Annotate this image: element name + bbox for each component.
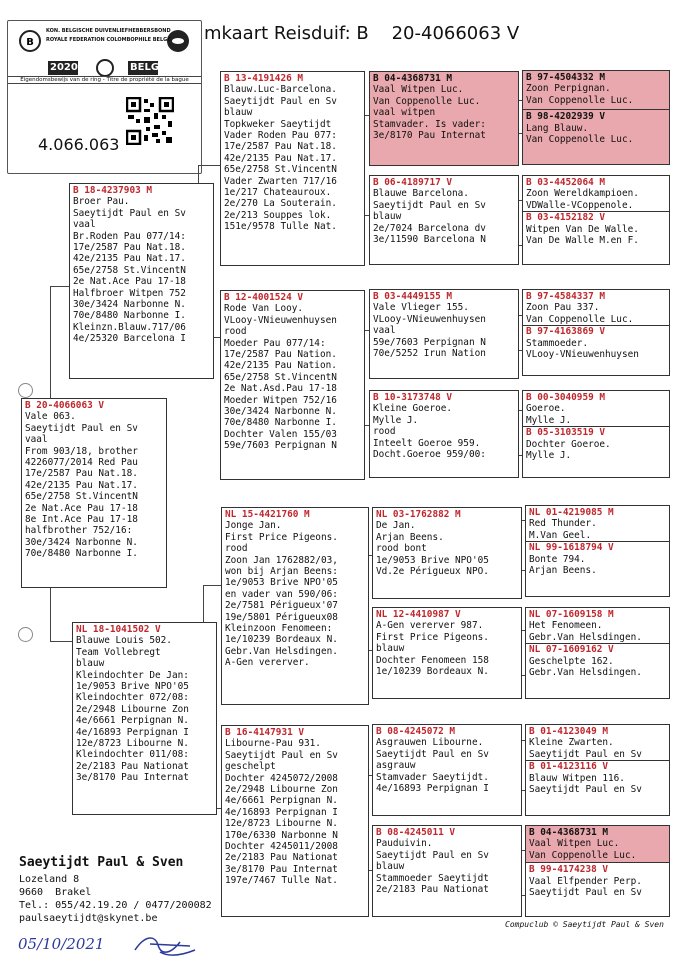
pedigree-box-gen4-pair-2 (522, 175, 670, 265)
pedigree-line: 2e/2183 Pau Nationat (225, 852, 338, 864)
pedigree-box-gen3-6 (372, 607, 522, 699)
pedigree-line: Blauwe Barcelona. (373, 188, 469, 200)
pedigree-line: Topkweker Saeytijdt (224, 118, 332, 130)
pedigree-line: Dochter 4245011/2008 (225, 841, 338, 853)
pedigree-line: VLooy-VNieuwenhuysen (373, 313, 486, 325)
pedigree-line: Goeroe. (526, 403, 566, 415)
pedigree-line: 65e/2758 St.VincentN (224, 164, 337, 176)
pedigree-line: Van Coppenolle Luc. (373, 95, 481, 107)
pedigree-line: Van Coppenolle Luc. (526, 313, 634, 325)
ring-number: B 01-4123049 M (529, 726, 609, 737)
connector-line (50, 641, 73, 642)
pedigree-line: Saeytijdt Paul en Sv (73, 207, 186, 219)
pedigree-line: 42e/2135 Pau Nation. (224, 360, 337, 372)
pedigree-line: rood (224, 326, 247, 338)
box-lines (224, 84, 361, 232)
box-lines (526, 123, 666, 146)
pedigree-line: 2e/2183 Pau Nationat (376, 884, 489, 896)
connector-line (50, 286, 70, 287)
box-lines (376, 737, 518, 794)
ring-number: B 97-4163869 V (526, 326, 606, 338)
pedigree-line: Pauduivin. (376, 838, 433, 850)
pedigree-line: vaal (73, 219, 96, 231)
ring-number: B 04-4368731 M (373, 73, 453, 84)
pedigree-line: 4e/16893 Perpignan I (376, 783, 489, 795)
ring-number: B 18-4237903 M (73, 185, 153, 196)
pedigree-line: 2e Nat.Ace Pau 17-18 (25, 502, 138, 514)
pedigree-line: 3e/8170 Pau Internat (373, 130, 486, 142)
pedigree-line: Van Coppenolle Luc. (529, 849, 637, 861)
connector-line (203, 585, 222, 586)
owner-city: 9660 Brakel (19, 887, 92, 898)
box-lines (526, 338, 666, 361)
pedigree-line: 4e/6661 Perpignan N. (225, 795, 338, 807)
pedigree-line: 65e/2758 St.VincentN (224, 371, 337, 383)
connector-line (50, 286, 51, 400)
ring-number: B 03-4452064 M (526, 177, 606, 188)
pedigree-line: Saeytijdt Paul en Sv (376, 748, 489, 760)
pedigree-line: Libourne-Pau 931. (225, 738, 321, 750)
punch-hole (18, 627, 33, 642)
pedigree-line: asgrauw (376, 760, 416, 772)
pedigree-line: rood (225, 543, 248, 555)
pedigree-line: 197e/7467 Tulle Nat. (225, 875, 338, 887)
pedigree-box-gen4-pair-3 (522, 289, 670, 376)
pedigree-box-gen3-3 (369, 289, 519, 379)
ring-number: NL 07-1609158 M (529, 609, 614, 620)
ring-number: B 00-3040959 M (526, 392, 606, 403)
ring-number: B 04-4368731 M (529, 827, 609, 838)
pedigree-line: First Price Pigeons. (225, 531, 338, 543)
pedigree-line: 4e/25320 Barcelona I (73, 333, 186, 345)
pedigree-line: halfbrother 752/16: (25, 525, 133, 537)
pedigree-line: Zoon Wereldkampioen. (526, 188, 639, 200)
pedigree-line: Br.Roden Pau 077/14: (73, 230, 186, 242)
pedigree-line: 70e/5252 Irun Nation (373, 348, 486, 360)
pedigree-line: Blauwe Louis 502. (76, 635, 172, 647)
pedigree-line: Jonge Jan. (225, 520, 282, 532)
ring-number: B 16-4147931 V (225, 727, 305, 738)
pedigree-line: Vale 063. (25, 411, 76, 423)
pedigree-line: 19e/5801 Périgueux08 (225, 611, 338, 623)
ring-number: NL 12-4410987 V (376, 609, 461, 620)
pedigree-box-gen4-pair-6 (525, 607, 670, 699)
pedigree-line: blauw (76, 658, 105, 670)
pedigree-line: Zoon Pau 337. (526, 302, 600, 314)
ring-number: B 13-4191426 M (224, 73, 304, 84)
pedigree-line: Team Vollebregt (76, 646, 161, 658)
pedigree-box-gen3-5 (372, 507, 522, 599)
pedigree-line: 1e/10239 Bordeaux N. (376, 666, 489, 678)
pedigree-box-sire-sire (220, 71, 365, 266)
pedigree-line: 59e/7603 Perpignan N (224, 440, 337, 452)
ring-number: B 10-3173748 V (373, 392, 453, 403)
pedigree-line: Kleine Goeroe. (373, 403, 453, 415)
pedigree-line: 1e/10239 Bordeaux N. (225, 634, 338, 646)
pedigree-line: 2e/2948 Libourne Zon (76, 703, 189, 715)
page-title: mkaart Reisduif: B 20-4066063 V (204, 23, 520, 44)
ring-number: NL 01-4219085 M (529, 507, 614, 518)
pedigree-line: Van Coppenolle Luc. (526, 94, 634, 106)
pedigree-line: Asgrauwen Libourne. (376, 737, 484, 749)
box-lines (373, 188, 515, 245)
ring-number: B 03-4449155 M (373, 291, 453, 302)
box-lines (376, 620, 518, 677)
pedigree-box-dam-sire (221, 507, 369, 705)
box-lines (529, 773, 666, 796)
pedigree-box-gen4-pair-7 (525, 724, 670, 816)
pedigree-line: Van Coppenolle Luc. (526, 134, 634, 146)
svg-text:B: B (26, 37, 34, 48)
pedigree-line: Halfbroer Witpen 752 (73, 287, 186, 299)
pedigree-line: A-Gen vererver 987. (376, 620, 484, 632)
ring-number: NL 07-1609162 V (529, 644, 614, 656)
ring-number: B 20-4066063 V (25, 400, 105, 411)
ring-number: 4.066.063 (38, 135, 120, 154)
connector-line (198, 165, 221, 166)
ring-number: B 05-3103519 V (526, 427, 606, 439)
pedigree-line: De Jan. (376, 520, 416, 532)
pedigree-line: Kleindochter 072/08: (76, 692, 189, 704)
signature (130, 930, 200, 960)
pedigree-line: Stamvader. Is vader: (373, 118, 486, 130)
ring-number: B 06-4189717 V (373, 177, 453, 188)
ring-number: B 08-4245011 V (376, 827, 456, 838)
box-lines (224, 303, 361, 451)
pedigree-line: vaal witpen (373, 107, 436, 119)
pedigree-box-mother (72, 622, 217, 815)
pedigree-line: 30e/3424 Narbonne N. (73, 299, 186, 311)
pedigree-line: 2e/2948 Libourne Zon (225, 784, 338, 796)
pedigree-line: 2e Nat.Asd.Pau 17-18 (224, 383, 337, 395)
pedigree-line: 2e/2183 Pau Nationat (76, 760, 189, 772)
pedigree-line: Saeytijdt Paul en Sv (529, 748, 642, 760)
pedigree-line: Vaal Witpen Luc. (529, 838, 620, 850)
pedigree-line: 17e/2587 Pau Nat.18. (224, 141, 337, 153)
box-lines (526, 403, 666, 426)
pedigree-line: 151e/9578 Tulle Nat. (224, 221, 337, 233)
ring-number: NL 03-1762882 M (376, 509, 461, 520)
box-lines (225, 520, 365, 668)
pedigree-box-gen3-2 (369, 175, 519, 265)
pedigree-line: 65e/2758 St.VincentN (25, 491, 138, 503)
pedigree-line: Lang Blauw. (526, 122, 589, 134)
pedigree-line: 4e/16893 Perpignan I (225, 806, 338, 818)
pedigree-line: Docht.Goeroe 959/00: (373, 449, 486, 461)
pedigree-line: Stamvader Saeytijdt. (376, 771, 489, 783)
pedigree-line: 65e/2758 St.VincentN (73, 264, 186, 276)
pedigree-line: en vader van 590/06: (225, 588, 338, 600)
pedigree-box-gen4-pair-8 (525, 825, 670, 917)
ring-number: NL 15-4421760 M (225, 509, 310, 520)
pedigree-line: 1e/9053 Brive NPO'05 (225, 577, 338, 589)
pedigree-line: 70e/8480 Narbonne I. (224, 417, 337, 429)
pedigree-line: blauw (376, 643, 405, 655)
box-lines (529, 737, 666, 760)
pedigree-line: 2e/213 Souppes lok. (224, 209, 332, 221)
pedigree-line: 1e/9053 Brive NPO'05 (376, 554, 489, 566)
pedigree-line: Stammoeder. (526, 337, 589, 349)
pedigree-line: Kleindochter 011/08: (76, 749, 189, 761)
pedigree-line: First Price Pigeons. (376, 631, 489, 643)
ring-number: B 98-4202939 V (526, 111, 606, 123)
pedigree-box-gen4-pair-1 (522, 70, 670, 165)
pedigree-line: 3e/8170 Pau Internat (76, 772, 189, 784)
pedigree-line: 1e/9053 Brive NPO'05 (76, 681, 189, 693)
pedigree-line: Dochter Goeroe. (526, 438, 611, 450)
box-lines (25, 411, 163, 559)
ring-ownership-card (7, 20, 202, 174)
box-lines (529, 656, 666, 679)
pedigree-line: VLooy-VNieuwenhuysen (526, 349, 639, 361)
pedigree-line: 2e/270 La Souterain. (224, 198, 337, 210)
box-lines (373, 403, 515, 460)
pedigree-line: 3e/8170 Pau Internat (225, 863, 338, 875)
box-lines (376, 838, 518, 895)
ring-year: 2020 (50, 62, 78, 73)
ownership-text: Eigendomsbewijs van de ring - Titre de propriété de la bague (8, 76, 201, 84)
box-lines (529, 838, 666, 861)
pedigree-line: Vd.2e Périgueux NPO. (376, 566, 489, 578)
box-lines (529, 876, 666, 899)
box-lines (225, 738, 365, 886)
box-lines (529, 554, 666, 577)
pedigree-line: Stammoeder Saeytijdt (376, 872, 489, 884)
pedigree-line: Dochter 4245072/2008 (225, 772, 338, 784)
pedigree-line: Arjan Beens. (529, 565, 597, 577)
box-lines (376, 520, 518, 577)
pedigree-box-father (69, 183, 214, 379)
pedigree-line: Mylle J. (526, 450, 572, 462)
box-lines (76, 635, 213, 783)
box-lines (73, 196, 210, 344)
box-lines (526, 302, 666, 325)
pedigree-line: Zoon Jan 1762882/03, (225, 554, 338, 566)
handwritten-date: 05/10/2021 (18, 935, 105, 953)
owner-phone: Tel.: 055/42.19.20 / 0477/200082 (19, 900, 212, 911)
pedigree-line: Dochter Valen 155/03 (224, 428, 337, 440)
owner-name: Saeytijdt Paul & Sven (19, 855, 184, 870)
punch-hole (18, 383, 33, 398)
pedigree-line: Saeytijdt Paul en Sv (25, 422, 138, 434)
pedigree-line: VDWalle-VCoppenole. (526, 199, 634, 211)
federation-name-nl: KON. BELGISCHE DUIVENLIEFHEBBERSBOND (46, 28, 171, 34)
pedigree-line: Arjan Beens. (376, 531, 444, 543)
pedigree-line: 2e Nat.Ace Pau 17-18 (73, 276, 186, 288)
pedigree-line: Kleinzoon Fenomeen: (225, 623, 333, 635)
pedigree-line: Saeytijdt Paul en Sv (225, 749, 338, 761)
owner-street: Lozeland 8 (19, 874, 80, 885)
pedigree-line: vaal (25, 434, 48, 446)
pedigree-line: Vader Roden Pau 077: (224, 130, 337, 142)
pedigree-line: 30e/3424 Narbonne N. (224, 406, 337, 418)
pedigree-line: Mylle J. (526, 414, 572, 426)
pedigree-line: Inteelt Goeroe 959. (373, 437, 481, 449)
ring-number: B 99-4174238 V (529, 864, 609, 876)
box-lines (373, 302, 515, 359)
pedigree-line: Blauw.Luc-Barcelona. (224, 84, 337, 96)
ring-number: B 01-4123116 V (529, 761, 609, 773)
pedigree-line: Het Fenomeen. (529, 620, 603, 632)
ring-number: NL 18-1041502 V (76, 624, 161, 635)
pedigree-line: 1e/217 Chateauroux. (224, 187, 332, 199)
pedigree-line: geschelpt (225, 761, 276, 773)
ring-number: B 12-4001524 V (224, 292, 304, 303)
pedigree-line: Geschelpte 162. (529, 655, 614, 667)
pedigree-line: 4226077/2014 Red Pau (25, 457, 138, 469)
pedigree-line: Dochter Fenomeen 158 (376, 654, 489, 666)
pedigree-line: 42e/2135 Pau Nat.17. (224, 152, 337, 164)
pedigree-line: 170e/6330 Narbonne N (225, 829, 338, 841)
ring-number: B 08-4245072 M (376, 726, 456, 737)
ring-number: B 97-4584337 M (526, 291, 606, 302)
pedigree-line: Mylle J. (373, 414, 419, 426)
pedigree-line: blauw (373, 211, 402, 223)
pedigree-line: Gebr.Van Helsdingen. (529, 631, 642, 643)
pedigree-line: 70e/8480 Narbonne I. (73, 310, 186, 322)
pedigree-line: 30e/3424 Narbonne N. (25, 536, 138, 548)
pedigree-line: Vader Zwarten 717/16 (224, 175, 337, 187)
pedigree-line: A-Gen vererver. (225, 657, 310, 669)
pedigree-line: 59e/7603 Perpignan N (373, 336, 486, 348)
pedigree-line: 8e Int.Ace Pau 17-18 (25, 514, 138, 526)
box-lines (526, 83, 666, 106)
pedigree-line: Broer Pau. (73, 196, 130, 208)
pedigree-box-sire-dam (220, 290, 365, 480)
pedigree-line: Gebr.Van Helsdingen. (225, 645, 338, 657)
pedigree-line: 17e/2587 Pau Nation. (224, 349, 337, 361)
pedigree-line: 3e/11590 Barcelona N (373, 234, 486, 246)
pedigree-line: Vale Vlieger 155. (373, 302, 469, 314)
box-lines (526, 224, 666, 247)
pedigree-line: blauw (376, 861, 405, 873)
pedigree-box-gen4-pair-4 (522, 390, 670, 478)
pedigree-line: Saeytijdt Paul en Sv (529, 887, 642, 899)
ring-number: NL 99-1618794 V (529, 542, 614, 554)
federation-name-fr: ROYALE FEDERATION COLOMBOPHILE BELGE (46, 37, 171, 43)
pedigree-line: 2e/7581 Périgueux'07 (225, 600, 338, 612)
pedigree-line: 4e/6661 Perpignan N. (76, 715, 189, 727)
pedigree-line: Moeder Pau 077/14: (224, 337, 326, 349)
connector-line (50, 586, 51, 642)
pedigree-line: Saeytijdt Paul en Sv (224, 95, 337, 107)
pedigree-line: Kleine Zwarten. (529, 737, 614, 749)
pedigree-line: Saeytijdt Paul en Sv (529, 784, 642, 796)
pedigree-line: Vaal Witpen Luc. (373, 84, 464, 96)
pedigree-line: rood (373, 426, 396, 438)
pedigree-line: 2e/7024 Barcelona dv (373, 222, 486, 234)
pedigree-line: Saeytijdt Paul en Sv (376, 849, 489, 861)
qr-code (126, 97, 174, 145)
pedigree-line: Kleinzn.Blauw.717/06 (73, 321, 186, 333)
box-lines (373, 84, 515, 141)
pedigree-line: M.Van Geel. (529, 529, 592, 541)
ring-number: B 97-4504332 M (526, 72, 606, 83)
box-lines (526, 188, 666, 211)
pedigree-box-gen3-8 (372, 825, 522, 917)
pedigree-line: Kleindochter De Jan: (76, 669, 189, 681)
box-lines (529, 620, 666, 643)
pedigree-box-gen3-1 (369, 71, 519, 166)
pedigree-line: Witpen Van De Walle. (526, 223, 639, 235)
pedigree-line: vaal (373, 325, 396, 337)
pedigree-box-gen3-4 (369, 390, 519, 478)
pedigree-line: 17e/2587 Pau Nat.18. (25, 468, 138, 480)
pedigree-box-gen3-7 (372, 724, 522, 816)
pedigree-line: 12e/8723 Libourne N. (76, 738, 189, 750)
pedigree-line: Blauw Witpen 116. (529, 772, 625, 784)
pedigree-line: From 903/18, brother (25, 445, 138, 457)
pedigree-line: rood bont (376, 543, 427, 555)
box-lines (526, 439, 666, 462)
ring-country: BELG (130, 62, 160, 73)
pedigree-line: Red Thunder. (529, 518, 597, 530)
pedigree-line: Gebr.Van Helsdingen. (529, 667, 642, 679)
pedigree-line: VLooy-VNieuwenhuysen (224, 314, 337, 326)
pedigree-box-gen4-pair-5 (525, 505, 670, 597)
owner-email: paulsaeytijdt@skynet.be (19, 913, 158, 924)
pedigree-line: Rode Van Looy. (224, 303, 304, 315)
pedigree-line: Saeytijdt Paul en Sv (373, 199, 486, 211)
pedigree-line: 42e/2135 Pau Nat.17. (73, 253, 186, 265)
pedigree-line: 12e/8723 Libourne N. (225, 818, 338, 830)
pedigree-box-dam-dam (221, 725, 369, 917)
pedigree-line: Bonte 794. (529, 553, 586, 565)
pedigree-line: Van De Walle M.en F. (526, 235, 639, 247)
pedigree-line: Moeder Witpen 752/16 (224, 394, 337, 406)
pedigree-line: 4e/16893 Perpignan I (76, 726, 189, 738)
pedigree-line: 17e/2587 Pau Nat.18. (73, 242, 186, 254)
pedigree-line: Vaal Elfpender Perp. (529, 875, 642, 887)
pedigree-box-subject (21, 398, 167, 588)
box-lines (529, 518, 666, 541)
pedigree-line: blauw (224, 107, 253, 119)
footer-credit: Compuclub © Saeytijdt Paul & Sven (505, 920, 664, 929)
pedigree-line: won bij Arjan Beens: (225, 566, 338, 578)
ring-number: B 03-4152182 V (526, 212, 606, 224)
pedigree-line: 70e/8480 Narbonne I. (25, 548, 138, 560)
pedigree-line: Zoon Perpignan. (526, 83, 611, 95)
pedigree-line: 42e/2135 Pau Nat.17. (25, 479, 138, 491)
